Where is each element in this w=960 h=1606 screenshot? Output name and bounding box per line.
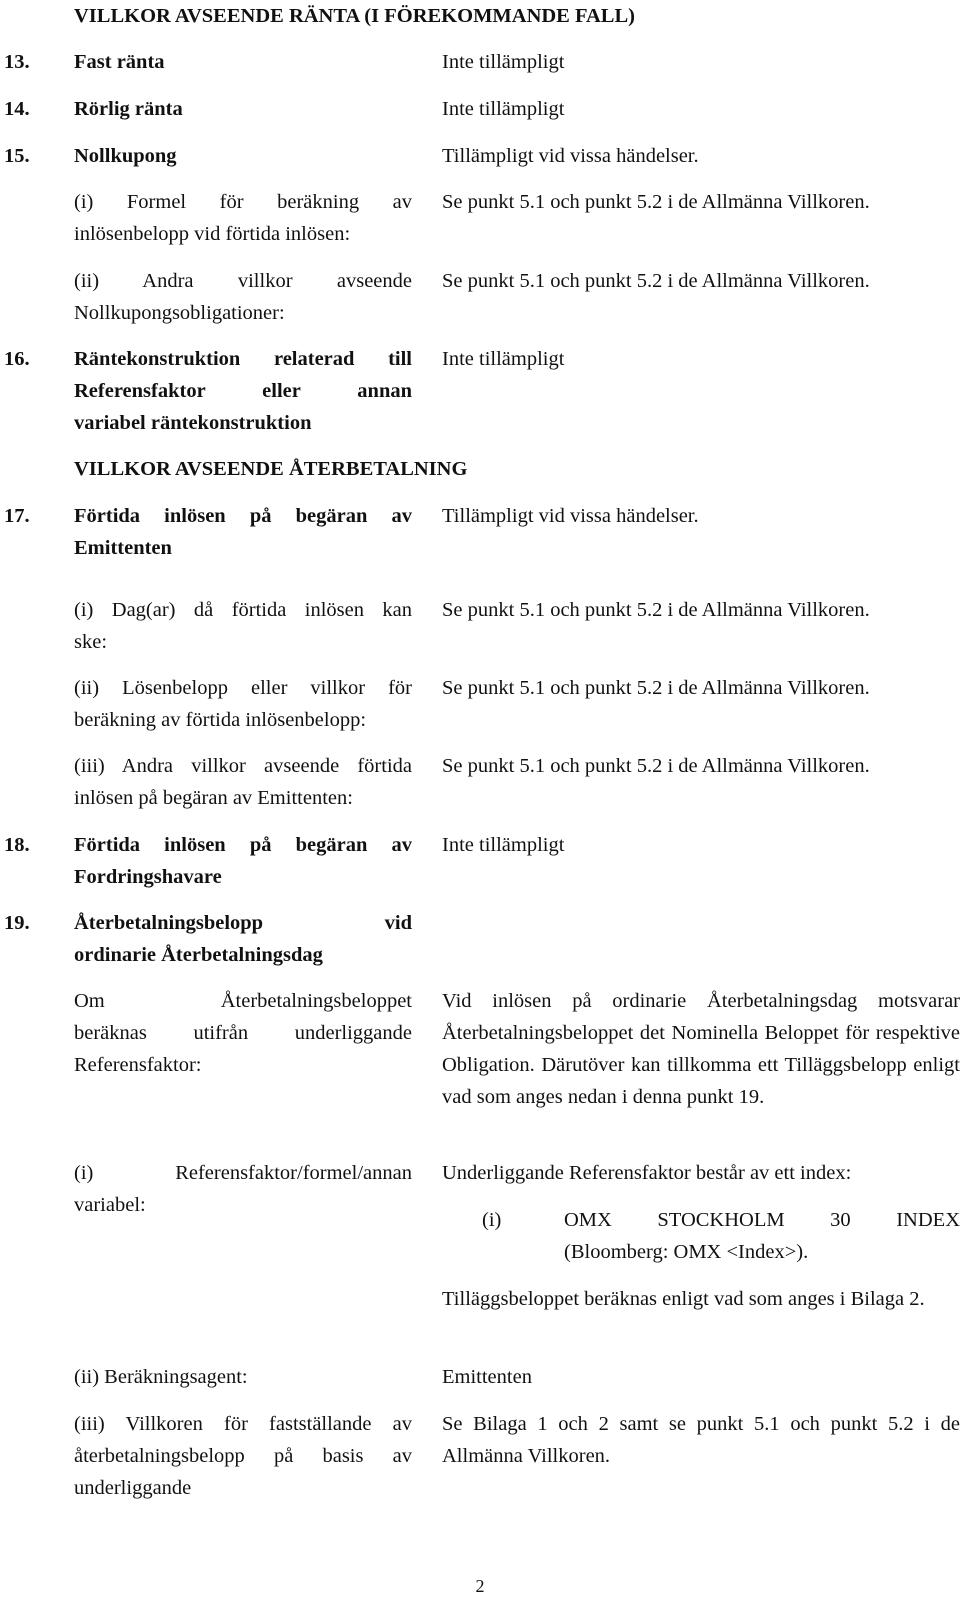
section-heading-interest: VILLKOR AVSEENDE RÄNTA (I FÖREKOMMANDE FALL) — [74, 5, 635, 27]
item-19-om-label-line1: Om Återbetalningsbeloppet — [74, 990, 412, 1012]
item-19-label-line2: ordinarie Återbetalningsdag — [74, 944, 323, 966]
item-19-iii-label-line2: återbetalningsbelopp på basis av — [74, 1445, 412, 1467]
item-15-ii-label — [74, 265, 412, 329]
item-18-label — [74, 829, 412, 893]
item-16-label — [74, 343, 412, 439]
item-19-iii-label — [74, 1408, 412, 1504]
item-17-ii-value: Se punkt 5.1 och punkt 5.2 i de Allmänna Villkoren. — [442, 677, 870, 699]
item-19-ii-label: (ii) Beräkningsagent: — [74, 1366, 248, 1388]
item-19-iii-value: Se Bilaga 1 och 2 samt se punkt 5.1 och punkt 5.2 i de Allmänna Villkoren. — [442, 1413, 960, 1467]
item-15-i-label-line1: (i) Formel för beräkning av — [74, 191, 412, 213]
page-number: 2 — [475, 1576, 485, 1596]
item-17-ii-label — [74, 672, 412, 736]
item-18-number: 18. — [4, 834, 30, 856]
item-17-iii-value: Se punkt 5.1 och punkt 5.2 i de Allmänna Villkoren. — [442, 755, 870, 777]
item-17-i-label-line1: (i) Dag(ar) då förtida inlösen kan — [74, 599, 412, 621]
item-17-label-line2: Emittenten — [74, 537, 172, 559]
item-17-iii-label — [74, 750, 412, 814]
item-13-label: Fast ränta — [74, 51, 165, 73]
item-15-value: Tillämpligt vid vissa händelser. — [442, 145, 699, 167]
item-16-label-line2: Referensfaktor eller annan — [74, 380, 412, 402]
item-17-i-value: Se punkt 5.1 och punkt 5.2 i de Allmänna Villkoren. — [442, 599, 870, 621]
item-17-i-label-line2: ske: — [74, 631, 108, 653]
item-15-i-label-line2: inlösenbelopp vid förtida inlösen: — [74, 223, 351, 245]
item-19-i-label — [74, 1157, 412, 1221]
item-13-value: Inte tillämpligt — [442, 51, 565, 73]
item-16-label-line3: variabel räntekonstruktion — [74, 412, 312, 434]
item-16-label-line1: Räntekonstruktion relaterad till — [74, 348, 412, 370]
item-18-label-line2: Fordringshavare — [74, 866, 222, 888]
item-19-label-line1: Återbetalningsbelopp vid — [74, 912, 412, 934]
item-15-label: Nollkupong — [74, 145, 177, 167]
item-19-i-label-line1: (i) Referensfaktor/formel/annan — [74, 1162, 412, 1184]
item-19-om-label-line3: Referensfaktor: — [74, 1054, 202, 1076]
section-heading-repayment: VILLKOR AVSEENDE ÅTERBETALNING — [74, 458, 468, 480]
item-19-om-value: Vid inlösen på ordinarie Återbetalningsdag motsvarar Återbetalningsbeloppet det Nominella Beloppet för respektive Obligation. Därutöver kan tillkomma ett Tilläggsbelopp enligt vad som anges nedan i denna punkt 19. — [442, 990, 960, 1108]
item-17-number: 17. — [4, 505, 30, 527]
item-17-ii-label-line1: (ii) Lösenbelopp eller villkor för — [74, 677, 412, 699]
item-16-value: Inte tillämpligt — [442, 348, 565, 370]
item-13-number: 13. — [4, 51, 30, 73]
item-17-i-label — [74, 594, 412, 658]
item-17-value: Tillämpligt vid vissa händelser. — [442, 505, 699, 527]
item-17-label-line1: Förtida inlösen på begäran av — [74, 505, 412, 527]
item-15-ii-label-line2: Nollkupongsobligationer: — [74, 302, 285, 324]
item-18-label-line1: Förtida inlösen på begäran av — [74, 834, 412, 856]
item-19-om-label — [74, 985, 412, 1081]
item-16-number: 16. — [4, 348, 30, 370]
item-19-om-label-line2: beräknas utifrån underliggande — [74, 1022, 412, 1044]
item-19-i-sub-marker: (i) — [482, 1209, 502, 1231]
item-19-i-extra: Tilläggsbeloppet beräknas enligt vad som anges i Bilaga 2. — [442, 1288, 925, 1310]
item-19-i-sub-line2: (Bloomberg: OMX <Index>). — [564, 1241, 809, 1263]
item-15-i-label — [74, 186, 412, 250]
item-19-iii-label-line1: (iii) Villkoren för fastställande av — [74, 1413, 412, 1435]
item-17-ii-label-line2: beräkning av förtida inlösenbelopp: — [74, 709, 367, 731]
item-14-number: 14. — [4, 98, 30, 120]
item-19-number: 19. — [4, 912, 30, 934]
item-15-i-value: Se punkt 5.1 och punkt 5.2 i de Allmänna Villkoren. — [442, 191, 870, 213]
item-18-value: Inte tillämpligt — [442, 834, 565, 856]
item-19-i-sub-text — [564, 1204, 960, 1268]
item-19-iii-label-line3: underliggande — [74, 1477, 192, 1499]
item-19-i-sub-line1: OMX STOCKHOLM 30 INDEX — [564, 1209, 960, 1231]
item-17-label — [74, 500, 412, 564]
item-19-i-value: Underliggande Referensfaktor består av ett index: — [442, 1162, 852, 1184]
item-15-ii-value: Se punkt 5.1 och punkt 5.2 i de Allmänna Villkoren. — [442, 270, 870, 292]
item-14-value: Inte tillämpligt — [442, 98, 565, 120]
item-14-label: Rörlig ränta — [74, 98, 183, 120]
item-17-iii-label-line2: inlösen på begäran av Emittenten: — [74, 787, 353, 809]
item-15-number: 15. — [4, 145, 30, 167]
item-19-label — [74, 907, 412, 971]
item-19-ii-value: Emittenten — [442, 1366, 532, 1388]
item-15-ii-label-line1: (ii) Andra villkor avseende — [74, 270, 412, 292]
item-19-i-label-line2: variabel: — [74, 1194, 146, 1216]
item-17-iii-label-line1: (iii) Andra villkor avseende förtida — [74, 755, 412, 777]
